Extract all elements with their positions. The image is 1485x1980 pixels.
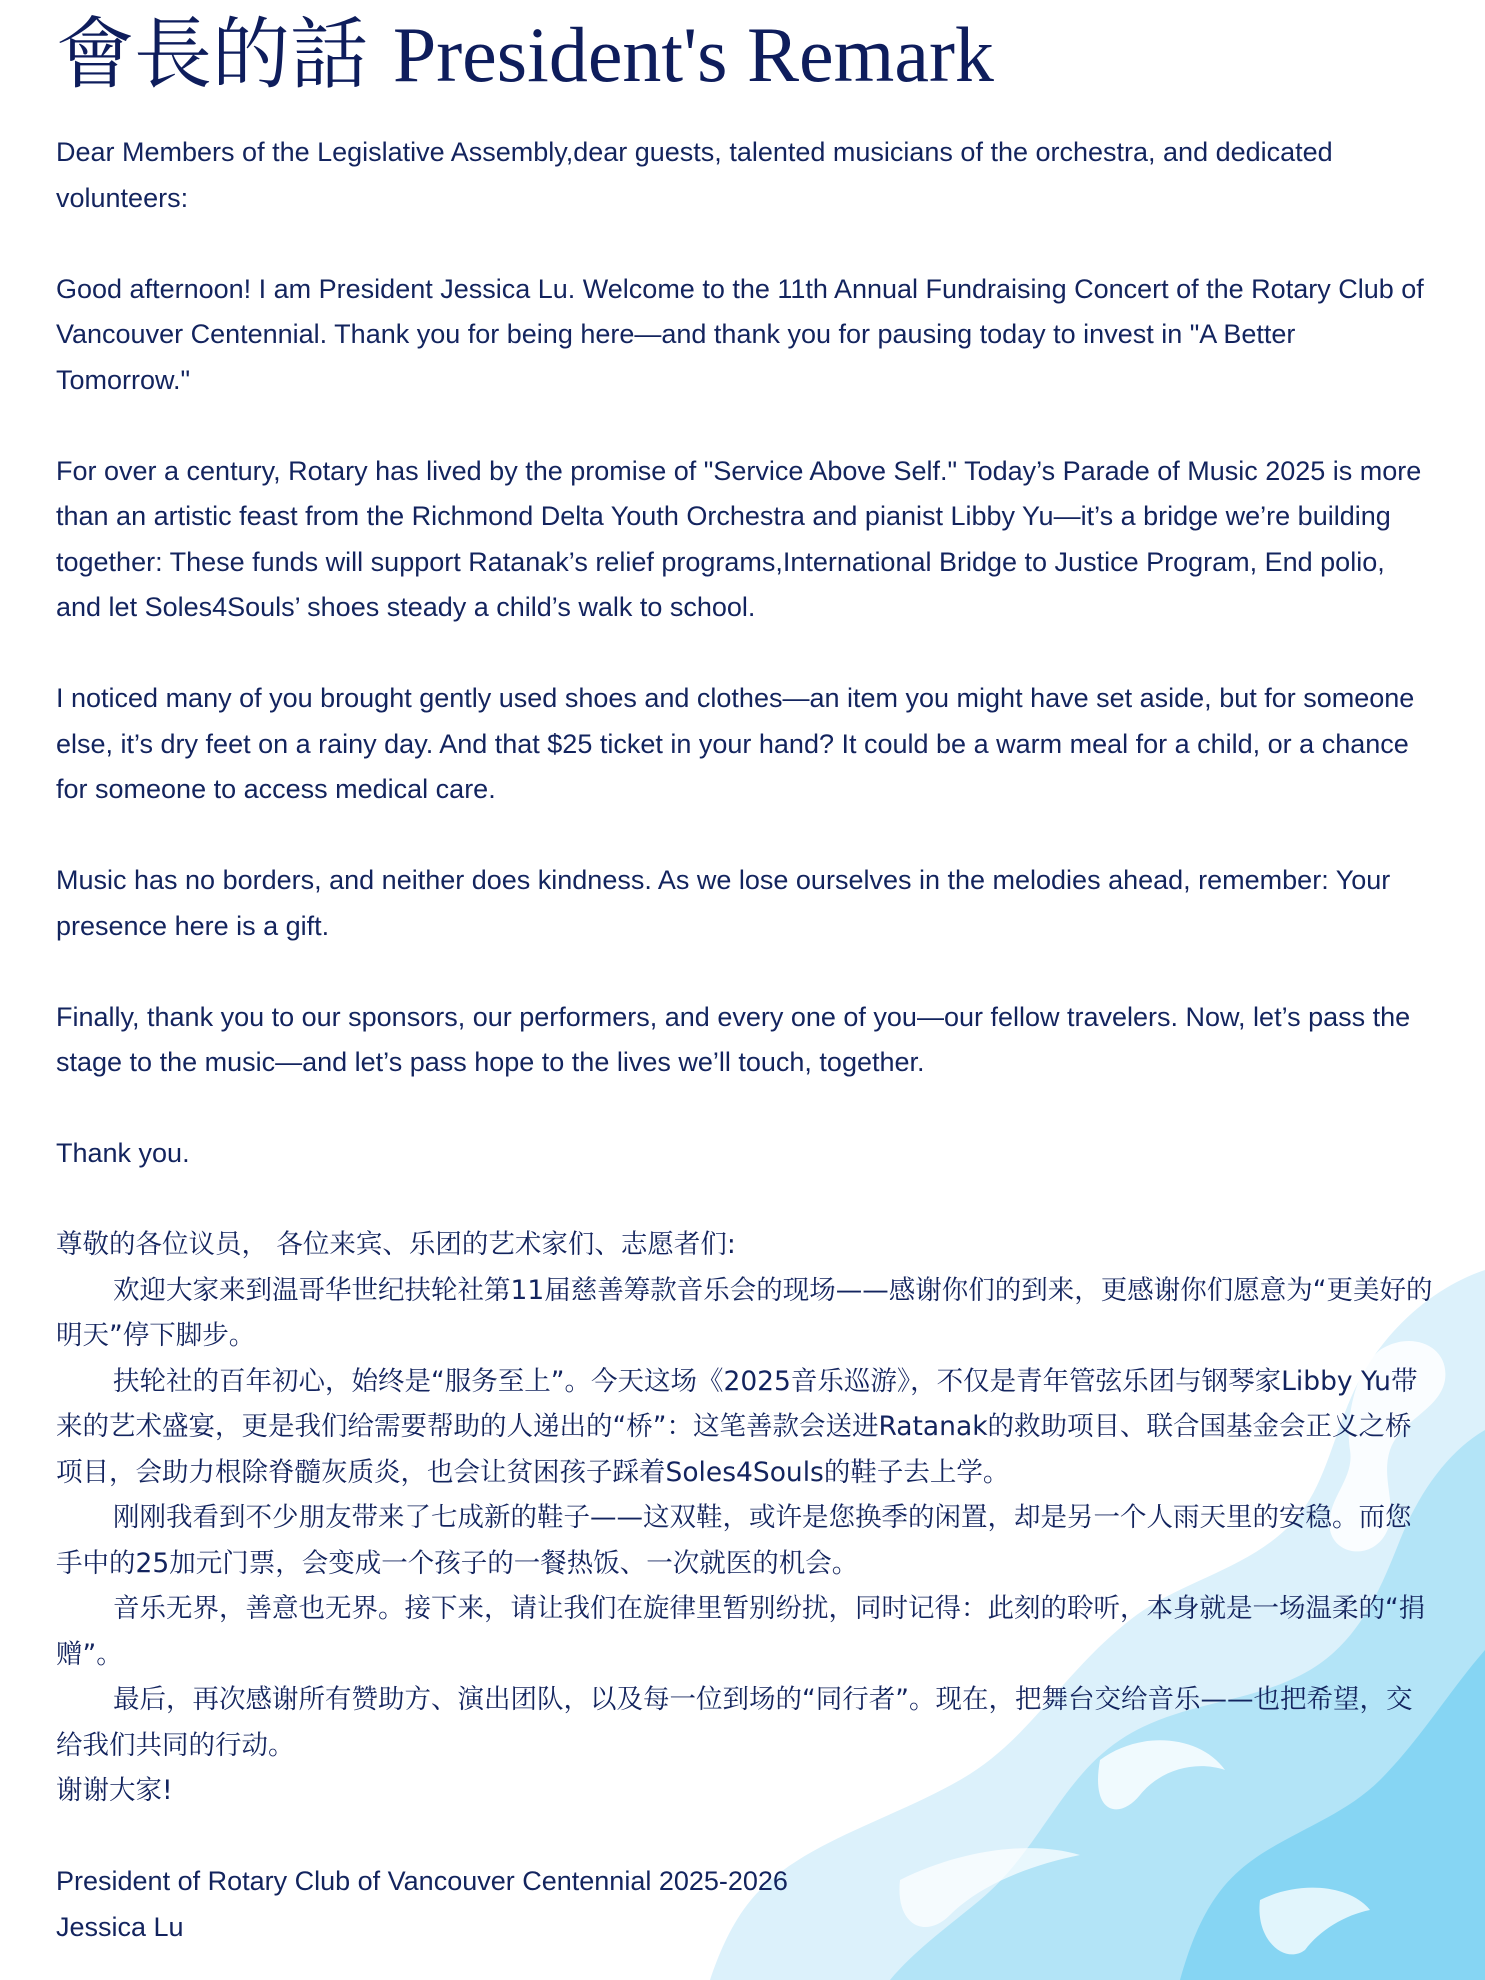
signature-block xyxy=(56,1859,1436,1950)
english-paragraph: Finally, thank you to our sponsors, our performers, and every one of you—our fellow travelers. Now, let’s pass the stage to the music—and let’s pass hope to the lives we’ll touch, together. xyxy=(56,1001,1411,1077)
title-chinese: 會長的話 xyxy=(56,10,369,100)
chinese-paragraph: 最后，再次感谢所有赞助方、演出团队，以及每一位到场的“同行者”。现在，把舞台交给音乐——也把希望，交给我们共同的行动。 xyxy=(56,1684,1413,1761)
english-closing: Thank you. xyxy=(56,1138,190,1168)
chinese-paragraph: 音乐无界，善意也无界。接下来，请让我们在旋律里暂别纷扰，同时记得：此刻的聆听，本身就是一场温柔的“捐赠”。 xyxy=(56,1593,1426,1670)
english-paragraph: I noticed many of you brought gently used shoes and clothes—an item you might have set aside, but for someone else, it’s dry feet on a rainy day. And that $25 ticket in your hand? It could be a warm meal for a child, or a chance for someone to access medical care. xyxy=(56,683,1415,804)
english-paragraph: Music has no borders, and neither does kindness. As we lose ourselves in the melodies ahead, remember: Your presence here is a gift. xyxy=(56,865,1391,941)
chinese-paragraph: 欢迎大家来到温哥华世纪扶轮社第11届慈善筹款音乐会的现场——感谢你们的到来，更感谢你们愿意为“更美好的明天”停下脚步。 xyxy=(56,1274,1433,1351)
english-paragraph: Good afternoon! I am President Jessica Lu. Welcome to the 11th Annual Fundraising Concert of the Rotary Club of Vancouver Centennial. Thank you for being here—and thank you for pausing today to invest in "A Better Tomorrow." xyxy=(56,273,1424,395)
page-title xyxy=(56,10,1436,100)
english-remark xyxy=(56,130,1436,1177)
chinese-paragraph: 刚刚我看到不少朋友带来了七成新的鞋子——这双鞋，或许是您换季的闲置，却是另一个人雨天里的安稳。而您手中的25加元门票，会变成一个孩子的一餐热饭、一次就医的机会。 xyxy=(56,1502,1412,1579)
chinese-remark xyxy=(56,1222,1436,1814)
chinese-closing: 谢谢大家! xyxy=(56,1775,173,1806)
signature-name: Jessica Lu xyxy=(56,1911,184,1942)
english-paragraph: For over a century, Rotary has lived by the promise of "Service Above Self." Today’s Parade of Music 2025 is more than an artistic feast from the Richmond Delta Youth Orchestra and pianist Libby Yu—it’s a bridge we’re building together: These funds will support Ratanak’s relief programs,International Bridge to Justice Program, End polio, and let Soles4Souls’ shoes steady a child’s walk to school. xyxy=(56,455,1422,622)
english-salutation: Dear Members of the Legislative Assembly,dear guests, talented musicians of the orchestra, and dedicated volunteers: xyxy=(56,137,1333,213)
signature-title: President of Rotary Club of Vancouver Centennial 2025-2026 xyxy=(56,1866,788,1896)
chinese-salutation: 尊敬的各位议员， 各位来宾、乐团的艺术家们、志愿者们: xyxy=(56,1229,736,1260)
chinese-paragraph: 扶轮社的百年初心，始终是“服务至上”。今天这场《2025音乐巡游》，不仅是青年管弦乐团与钢琴家Libby Yu带来的艺术盛宴，更是我们给需要帮助的人递出的“桥”：这笔善款会送进Ratanak的救助项目、联合国基金会正义之桥项目，会助力根除脊髓灰质炎，也会让贫困孩子踩着Soles4Souls的鞋子去上学。 xyxy=(56,1365,1418,1488)
remark-page xyxy=(56,0,1436,1950)
title-english: President's Remark xyxy=(392,11,994,98)
